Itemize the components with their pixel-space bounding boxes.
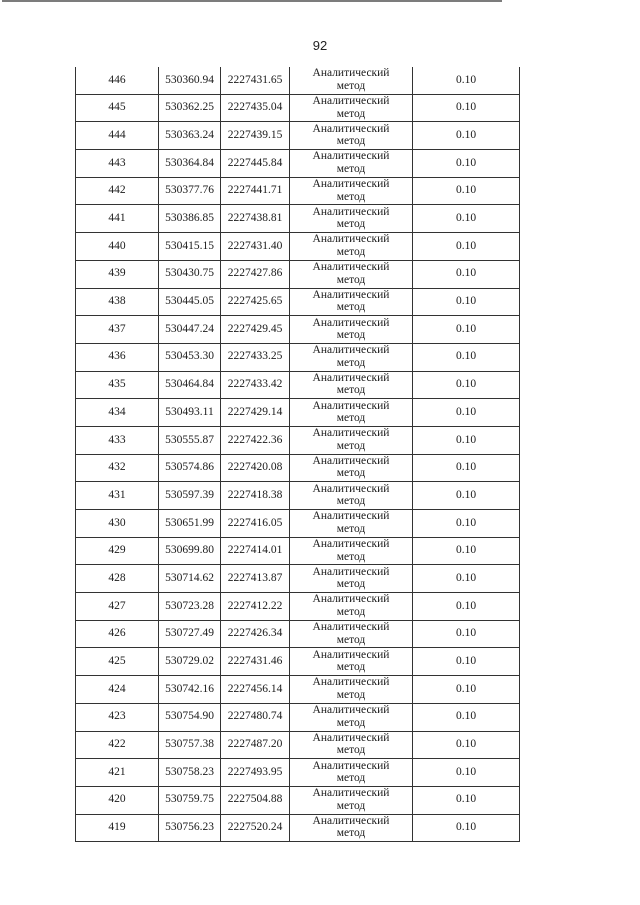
y-coordinate-cell: 2227445.84	[221, 150, 290, 178]
method-cell	[290, 371, 413, 399]
method-cell	[290, 703, 413, 731]
method-line-1: Аналитический	[312, 399, 390, 412]
x-coordinate-cell: 530759.75	[159, 786, 221, 814]
table-row	[76, 482, 520, 510]
y-coordinate-cell: 2227504.88	[221, 786, 290, 814]
method-line-1: Аналитический	[312, 510, 390, 523]
point-number-cell: 442	[76, 177, 159, 205]
y-coordinate-cell: 2227493.95	[221, 759, 290, 787]
coordinates-table-body	[76, 67, 520, 842]
table-row	[76, 620, 520, 648]
point-number-cell: 436	[76, 343, 159, 371]
method-cell	[290, 288, 413, 316]
y-coordinate-cell: 2227431.65	[221, 67, 290, 94]
method-line-2: метод	[336, 827, 366, 840]
method-line-2: метод	[336, 356, 366, 369]
accuracy-cell: 0.10	[413, 593, 520, 621]
method-cell	[290, 537, 413, 565]
point-number-cell: 446	[76, 67, 159, 94]
x-coordinate-cell: 530574.86	[159, 454, 221, 482]
table-row	[76, 122, 520, 150]
method-line-1: Аналитический	[312, 427, 390, 440]
y-coordinate-cell: 2227418.38	[221, 482, 290, 510]
y-coordinate-cell: 2227412.22	[221, 593, 290, 621]
x-coordinate-cell: 530360.94	[159, 67, 221, 94]
table-row	[76, 371, 520, 399]
y-coordinate-cell: 2227414.01	[221, 537, 290, 565]
method-line-2: метод	[336, 329, 366, 342]
point-number-cell: 434	[76, 399, 159, 427]
point-number-cell: 426	[76, 620, 159, 648]
table-row	[76, 593, 520, 621]
method-line-1: Аналитический	[312, 316, 390, 329]
method-cell	[290, 316, 413, 344]
method-line-2: метод	[336, 190, 366, 203]
x-coordinate-cell: 530756.23	[159, 814, 221, 842]
table-row	[76, 233, 520, 261]
table-row	[76, 94, 520, 122]
method-line-1: Аналитический	[312, 648, 390, 661]
x-coordinate-cell: 530742.16	[159, 676, 221, 704]
x-coordinate-cell: 530555.87	[159, 426, 221, 454]
y-coordinate-cell: 2227441.71	[221, 177, 290, 205]
accuracy-cell: 0.10	[413, 426, 520, 454]
y-coordinate-cell: 2227438.81	[221, 205, 290, 233]
x-coordinate-cell: 530362.25	[159, 94, 221, 122]
accuracy-cell: 0.10	[413, 510, 520, 538]
method-line-2: метод	[336, 79, 366, 92]
point-number-cell: 422	[76, 731, 159, 759]
y-coordinate-cell: 2227413.87	[221, 565, 290, 593]
method-line-1: Аналитический	[312, 344, 390, 357]
table-row	[76, 67, 520, 94]
method-line-1: Аналитический	[312, 538, 390, 551]
method-line-2: метод	[336, 218, 366, 231]
table-row	[76, 454, 520, 482]
method-line-2: метод	[336, 384, 366, 397]
y-coordinate-cell: 2227456.14	[221, 676, 290, 704]
x-coordinate-cell: 530754.90	[159, 703, 221, 731]
table-row	[76, 316, 520, 344]
accuracy-cell: 0.10	[413, 454, 520, 482]
accuracy-cell: 0.10	[413, 371, 520, 399]
method-line-2: метод	[336, 495, 366, 508]
point-number-cell: 424	[76, 676, 159, 704]
x-coordinate-cell: 530757.38	[159, 731, 221, 759]
accuracy-cell: 0.10	[413, 150, 520, 178]
accuracy-cell: 0.10	[413, 731, 520, 759]
method-line-2: метод	[336, 301, 366, 314]
accuracy-cell: 0.10	[413, 343, 520, 371]
method-cell	[290, 482, 413, 510]
accuracy-cell: 0.10	[413, 288, 520, 316]
method-cell	[290, 565, 413, 593]
table-row	[76, 648, 520, 676]
x-coordinate-cell: 530386.85	[159, 205, 221, 233]
table-row	[76, 703, 520, 731]
x-coordinate-cell: 530377.76	[159, 177, 221, 205]
point-number-cell: 425	[76, 648, 159, 676]
method-line-1: Аналитический	[312, 565, 390, 578]
table-row	[76, 759, 520, 787]
point-number-cell: 428	[76, 565, 159, 593]
method-cell	[290, 814, 413, 842]
method-line-1: Аналитический	[312, 704, 390, 717]
y-coordinate-cell: 2227433.42	[221, 371, 290, 399]
x-coordinate-cell: 530493.11	[159, 399, 221, 427]
table-row	[76, 288, 520, 316]
point-number-cell: 423	[76, 703, 159, 731]
point-number-cell: 437	[76, 316, 159, 344]
x-coordinate-cell: 530729.02	[159, 648, 221, 676]
method-line-2: метод	[336, 522, 366, 535]
method-cell	[290, 399, 413, 427]
accuracy-cell: 0.10	[413, 565, 520, 593]
y-coordinate-cell: 2227431.40	[221, 233, 290, 261]
method-line-2: метод	[336, 578, 366, 591]
y-coordinate-cell: 2227487.20	[221, 731, 290, 759]
table-row	[76, 343, 520, 371]
method-line-1: Аналитический	[312, 288, 390, 301]
accuracy-cell: 0.10	[413, 620, 520, 648]
method-line-2: метод	[336, 661, 366, 674]
method-line-2: метод	[336, 744, 366, 757]
x-coordinate-cell: 530447.24	[159, 316, 221, 344]
method-cell	[290, 122, 413, 150]
x-coordinate-cell: 530597.39	[159, 482, 221, 510]
method-line-1: Аналитический	[312, 759, 390, 772]
x-coordinate-cell: 530364.84	[159, 150, 221, 178]
method-cell	[290, 150, 413, 178]
y-coordinate-cell: 2227425.65	[221, 288, 290, 316]
scan-edge-line	[2, 0, 502, 2]
point-number-cell: 430	[76, 510, 159, 538]
point-number-cell: 439	[76, 260, 159, 288]
method-cell	[290, 454, 413, 482]
table-row	[76, 150, 520, 178]
x-coordinate-cell: 530699.80	[159, 537, 221, 565]
point-number-cell: 435	[76, 371, 159, 399]
method-cell	[290, 343, 413, 371]
x-coordinate-cell: 530445.05	[159, 288, 221, 316]
point-number-cell: 445	[76, 94, 159, 122]
y-coordinate-cell: 2227420.08	[221, 454, 290, 482]
method-line-1: Аналитический	[312, 787, 390, 800]
method-cell	[290, 593, 413, 621]
table-row	[76, 205, 520, 233]
point-number-cell: 421	[76, 759, 159, 787]
y-coordinate-cell: 2227520.24	[221, 814, 290, 842]
method-line-2: метод	[336, 467, 366, 480]
table-row	[76, 399, 520, 427]
point-number-cell: 433	[76, 426, 159, 454]
accuracy-cell: 0.10	[413, 205, 520, 233]
table-row	[76, 565, 520, 593]
method-cell	[290, 426, 413, 454]
accuracy-cell: 0.10	[413, 177, 520, 205]
y-coordinate-cell: 2227422.36	[221, 426, 290, 454]
method-line-2: метод	[336, 605, 366, 618]
method-line-1: Аналитический	[312, 178, 390, 191]
y-coordinate-cell: 2227429.14	[221, 399, 290, 427]
x-coordinate-cell: 530363.24	[159, 122, 221, 150]
accuracy-cell: 0.10	[413, 482, 520, 510]
accuracy-cell: 0.10	[413, 648, 520, 676]
method-line-2: метод	[336, 550, 366, 563]
x-coordinate-cell: 530651.99	[159, 510, 221, 538]
accuracy-cell: 0.10	[413, 233, 520, 261]
coordinates-table	[75, 67, 520, 842]
method-line-1: Аналитический	[312, 676, 390, 689]
table-row	[76, 786, 520, 814]
method-cell	[290, 205, 413, 233]
method-line-2: метод	[336, 439, 366, 452]
method-cell	[290, 510, 413, 538]
x-coordinate-cell: 530464.84	[159, 371, 221, 399]
method-line-1: Аналитический	[312, 95, 390, 108]
method-line-1: Аналитический	[312, 454, 390, 467]
method-cell	[290, 620, 413, 648]
accuracy-cell: 0.10	[413, 260, 520, 288]
x-coordinate-cell: 530430.75	[159, 260, 221, 288]
accuracy-cell: 0.10	[413, 122, 520, 150]
method-line-1: Аналитический	[312, 621, 390, 634]
method-line-2: метод	[336, 245, 366, 258]
y-coordinate-cell: 2227439.15	[221, 122, 290, 150]
point-number-cell: 427	[76, 593, 159, 621]
point-number-cell: 443	[76, 150, 159, 178]
method-line-2: метод	[336, 273, 366, 286]
method-line-1: Аналитический	[312, 593, 390, 606]
point-number-cell: 419	[76, 814, 159, 842]
table-row	[76, 537, 520, 565]
point-number-cell: 431	[76, 482, 159, 510]
y-coordinate-cell: 2227416.05	[221, 510, 290, 538]
method-cell	[290, 260, 413, 288]
method-cell	[290, 731, 413, 759]
x-coordinate-cell: 530453.30	[159, 343, 221, 371]
method-line-1: Аналитический	[312, 371, 390, 384]
accuracy-cell: 0.10	[413, 814, 520, 842]
table-row	[76, 177, 520, 205]
table-row	[76, 814, 520, 842]
method-line-2: метод	[336, 716, 366, 729]
point-number-cell: 432	[76, 454, 159, 482]
method-line-2: метод	[336, 799, 366, 812]
y-coordinate-cell: 2227429.45	[221, 316, 290, 344]
method-line-1: Аналитический	[312, 205, 390, 218]
method-cell	[290, 786, 413, 814]
method-cell	[290, 67, 413, 94]
accuracy-cell: 0.10	[413, 316, 520, 344]
method-line-2: метод	[336, 135, 366, 148]
accuracy-cell: 0.10	[413, 759, 520, 787]
method-line-1: Аналитический	[312, 261, 390, 274]
method-line-1: Аналитический	[312, 122, 390, 135]
point-number-cell: 420	[76, 786, 159, 814]
x-coordinate-cell: 530727.49	[159, 620, 221, 648]
x-coordinate-cell: 530714.62	[159, 565, 221, 593]
point-number-cell: 441	[76, 205, 159, 233]
accuracy-cell: 0.10	[413, 676, 520, 704]
accuracy-cell: 0.10	[413, 786, 520, 814]
method-line-2: метод	[336, 412, 366, 425]
method-line-2: метод	[336, 107, 366, 120]
method-cell	[290, 759, 413, 787]
table-row	[76, 676, 520, 704]
page-number: 92	[312, 38, 328, 53]
y-coordinate-cell: 2227433.25	[221, 343, 290, 371]
method-line-1: Аналитический	[312, 67, 390, 80]
table-row	[76, 426, 520, 454]
x-coordinate-cell: 530758.23	[159, 759, 221, 787]
method-cell	[290, 676, 413, 704]
x-coordinate-cell: 530415.15	[159, 233, 221, 261]
method-cell	[290, 94, 413, 122]
accuracy-cell: 0.10	[413, 703, 520, 731]
method-line-1: Аналитический	[312, 482, 390, 495]
point-number-cell: 429	[76, 537, 159, 565]
table-row	[76, 510, 520, 538]
accuracy-cell: 0.10	[413, 67, 520, 94]
y-coordinate-cell: 2227427.86	[221, 260, 290, 288]
method-line-2: метод	[336, 688, 366, 701]
x-coordinate-cell: 530723.28	[159, 593, 221, 621]
method-line-1: Аналитический	[312, 814, 390, 827]
point-number-cell: 444	[76, 122, 159, 150]
y-coordinate-cell: 2227426.34	[221, 620, 290, 648]
accuracy-cell: 0.10	[413, 399, 520, 427]
method-line-1: Аналитический	[312, 731, 390, 744]
y-coordinate-cell: 2227480.74	[221, 703, 290, 731]
method-cell	[290, 233, 413, 261]
method-line-2: метод	[336, 772, 366, 785]
method-line-2: метод	[336, 162, 366, 175]
point-number-cell: 440	[76, 233, 159, 261]
method-line-2: метод	[336, 633, 366, 646]
point-number-cell: 438	[76, 288, 159, 316]
method-line-1: Аналитический	[312, 233, 390, 246]
accuracy-cell: 0.10	[413, 94, 520, 122]
y-coordinate-cell: 2227435.04	[221, 94, 290, 122]
method-cell	[290, 177, 413, 205]
table-row	[76, 260, 520, 288]
y-coordinate-cell: 2227431.46	[221, 648, 290, 676]
accuracy-cell: 0.10	[413, 537, 520, 565]
method-cell	[290, 648, 413, 676]
method-line-1: Аналитический	[312, 150, 390, 163]
table-row	[76, 731, 520, 759]
